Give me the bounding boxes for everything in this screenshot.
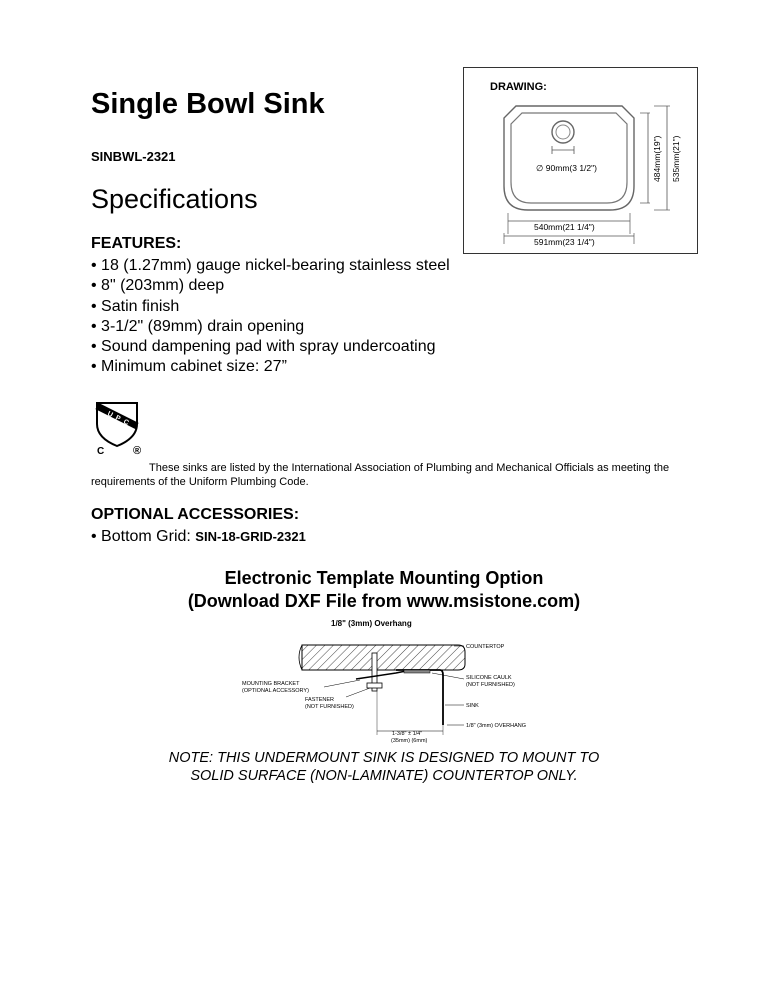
mounting-diagram	[236, 615, 536, 747]
diagram-title: 1/8" (3mm) Overhang	[331, 619, 412, 628]
features-heading: FEATURES:	[91, 235, 182, 252]
accessory-label: • Bottom Grid:	[91, 528, 196, 545]
page-title: Single Bowl Sink	[91, 88, 325, 120]
accessories-heading: OPTIONAL ACCESSORIES:	[91, 506, 300, 523]
template-title-line2: (Download DXF File from www.msistone.com)	[187, 591, 581, 611]
label-countertop: COUNTERTOP	[466, 644, 505, 650]
label-silicone-1: SILICONE CAULK	[466, 675, 512, 681]
feature-item: • Minimum cabinet size: 27”	[91, 358, 287, 376]
svg-text:U: U	[106, 410, 114, 420]
mounting-note	[84, 749, 684, 785]
feature-item: • 8" (203mm) deep	[91, 277, 225, 295]
label-bracket-1: MOUNTING BRACKET	[242, 681, 300, 687]
dimension-1: 1-3/8" ± 1/4"	[392, 731, 423, 737]
outer-width-dimension: 591mm(23 1/4")	[534, 237, 595, 247]
drain-outer-circle	[552, 121, 574, 143]
drain-dimension: ∅ 90mm(3 1/2")	[536, 163, 597, 173]
note-line2: SOLID SURFACE (NON-LAMINATE) COUNTERTOP ONLY.	[190, 768, 578, 784]
svg-text:C: C	[122, 418, 130, 428]
silicone-bead	[404, 670, 430, 673]
outer-depth-dimension: 535mm(21")	[671, 135, 681, 182]
label-bracket-2: (OPTIONAL ACCESSORY)	[242, 688, 309, 694]
specifications-heading: Specifications	[91, 184, 258, 214]
svg-text:P: P	[114, 414, 122, 423]
accessory-item	[91, 528, 306, 546]
sink-flange	[396, 670, 443, 725]
listing-note: These sinks are listed by the International Association of Plumbing and Mechanical Officials as meeting the requirements of the Uniform Plumbing Code.	[91, 462, 670, 488]
accessory-code: SIN-18-GRID-2321	[195, 529, 306, 544]
countertop-section	[302, 645, 465, 670]
mounting-bracket	[356, 671, 406, 679]
feature-item: • Sound dampening pad with spray undercoating	[91, 338, 436, 356]
template-title-line1: Electronic Template Mounting Option	[224, 568, 544, 588]
inner-width-dimension: 540mm(21 1/4")	[534, 222, 595, 232]
inner-depth-dimension: 484mm(19")	[652, 135, 662, 182]
label-fastener-1: FASTENER	[305, 697, 335, 703]
label-overhang: 1/8" (3mm) OVERHANG	[466, 723, 527, 729]
feature-item: • Satin finish	[91, 297, 180, 315]
svg-text:®: ®	[133, 445, 142, 456]
drain-inner-circle	[556, 125, 570, 139]
label-sink: SINK	[466, 703, 479, 709]
sink-drawing	[463, 67, 698, 254]
label-fastener-2: (NOT FURNISHED)	[305, 704, 354, 710]
template-title	[84, 567, 684, 613]
note-line1: NOTE: THIS UNDERMOUNT SINK IS DESIGNED TO MOUNT TO	[168, 750, 600, 766]
feature-item: • 18 (1.27mm) gauge nickel-bearing stainless steel	[91, 257, 450, 274]
dimension-2: (35mm) (6mm)	[391, 738, 428, 744]
model-number: SINBWL-2321	[91, 149, 176, 164]
feature-item: • 3-1/2" (89mm) drain opening	[91, 317, 305, 335]
sink-inner-outline	[511, 113, 627, 203]
features-list	[91, 256, 450, 378]
upc-certification-logo	[93, 400, 149, 456]
svg-text:C: C	[97, 446, 105, 456]
sink-outer-outline	[504, 106, 634, 210]
label-silicone-2: (NOT FURNISHED)	[466, 682, 515, 688]
drawing-label: DRAWING:	[490, 81, 547, 93]
